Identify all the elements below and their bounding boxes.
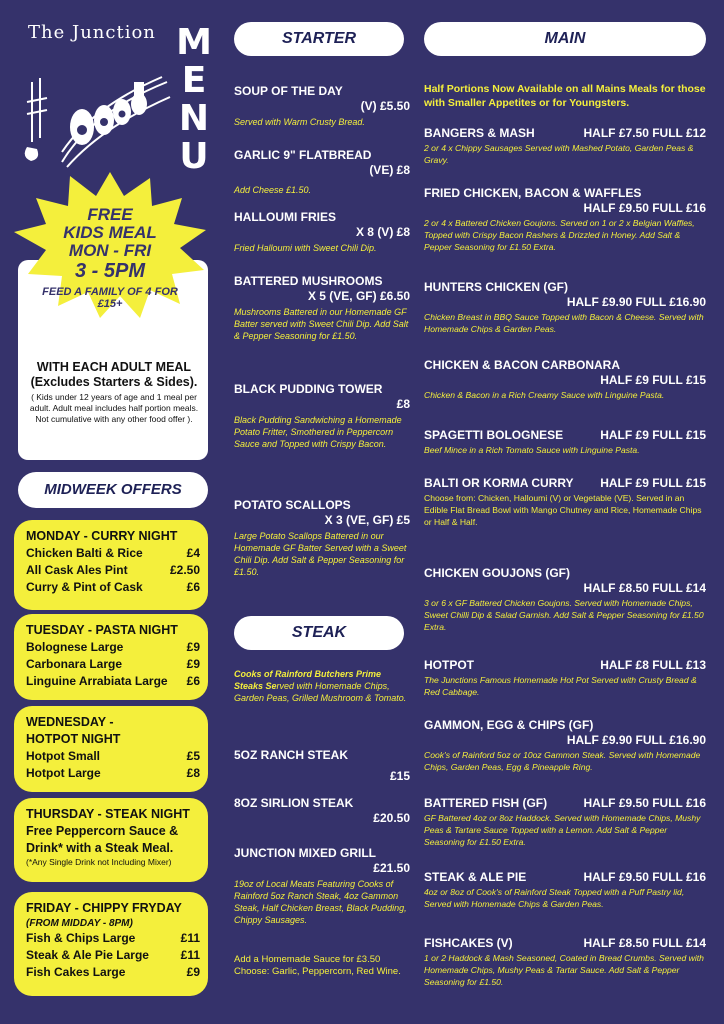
item-name: FISHCAKES (V) bbox=[424, 936, 513, 950]
steak-intro bbox=[234, 668, 410, 704]
thursday-note: (*Any Single Drink not Including Mixer) bbox=[26, 857, 172, 867]
menu-item bbox=[424, 566, 706, 633]
item-price: HALF £9.90 FULL £16.90 bbox=[566, 733, 706, 747]
item-description: Served with Warm Crusty Bread. bbox=[234, 117, 365, 127]
menu-item bbox=[424, 280, 706, 335]
item-price: HALF £7.50 FULL £12 bbox=[583, 126, 706, 140]
item-name: CHICKEN & BACON CARBONARA bbox=[424, 358, 620, 372]
offer-row: Fish Cakes Large £9 bbox=[26, 965, 200, 979]
item-name: POTATO SCALLOPS bbox=[234, 498, 351, 512]
thursday-line2: Drink* with a Steak Meal. bbox=[26, 841, 174, 855]
item-description: 2 or 4 x Chippy Sausages Served with Mashed Potato, Garden Peas & Gravy. bbox=[424, 143, 694, 165]
item-name: 5OZ RANCH STEAK bbox=[234, 748, 349, 762]
item-price: HALF £9.50 FULL £16 bbox=[583, 796, 706, 810]
menu-item bbox=[424, 358, 706, 401]
offer-row: Carbonara Large £9 bbox=[26, 657, 200, 671]
item-description: 3 or 6 x GF Battered Chicken Goujons. Served with Homemade Chips, Sweet Chilli Dip & Salad Garnish. Add Salt & Pepper Seasoning for £1.50 Extra. bbox=[424, 598, 704, 632]
tuesday-title: TUESDAY - PASTA NIGHT bbox=[26, 623, 178, 637]
item-name: STEAK & ALE PIE bbox=[424, 870, 527, 884]
item-name: FRIED CHICKEN, BACON & WAFFLES bbox=[424, 186, 642, 200]
kids-terms bbox=[24, 360, 204, 425]
offer-row: Hotpot Large £8 bbox=[26, 766, 200, 780]
menu-item bbox=[424, 870, 706, 910]
item-name: SPAGETTI BOLOGNESE bbox=[424, 428, 564, 442]
menu-item bbox=[424, 186, 706, 253]
item-description: Fried Halloumi with Sweet Chili Dip. bbox=[234, 243, 377, 253]
item-description: Large Potato Scallops Battered in our Homemade GF Batter Served with a Sweet Chili Dip. Add Salt & Pepper Seasoning for £1.50. bbox=[234, 531, 407, 577]
item-name: BATTERED FISH (GF) bbox=[424, 796, 548, 810]
wednesday-subtitle: HOTPOT NIGHT bbox=[26, 732, 121, 746]
item-price: £20.50 bbox=[373, 811, 410, 825]
kids-offer-text bbox=[30, 206, 190, 310]
menu-item bbox=[234, 382, 410, 450]
item-name: HUNTERS CHICKEN (GF) bbox=[424, 280, 568, 294]
offer-row: Curry & Pint of Cask £6 bbox=[26, 580, 200, 594]
main-heading: MAIN bbox=[424, 22, 706, 56]
item-price: X 5 (VE, GF) £6.50 bbox=[307, 289, 410, 303]
kids-days: MON - FRI bbox=[68, 241, 152, 260]
item-price: HALF £9.90 FULL £16.90 bbox=[566, 295, 706, 309]
monday-title: MONDAY - CURRY NIGHT bbox=[26, 529, 178, 543]
kids-small-print: ( Kids under 12 years of age and 1 meal per adult. Adult meal includes half portion meals. Not cumulative with any other food offer ). bbox=[29, 392, 199, 424]
menu-item bbox=[234, 274, 410, 342]
menu-item bbox=[234, 84, 410, 128]
offer-row: Bolognese Large £9 bbox=[26, 640, 200, 654]
item-name: CHICKEN GOUJONS (GF) bbox=[424, 566, 571, 580]
item-name: BALTI OR KORMA CURRY bbox=[424, 476, 574, 490]
friday-offer bbox=[14, 892, 208, 996]
item-name: HOTPOT bbox=[424, 658, 474, 672]
thursday-line1: Free Peppercorn Sauce & bbox=[26, 824, 179, 838]
menu-item bbox=[424, 476, 706, 528]
item-name: BLACK PUDDING TOWER bbox=[234, 382, 383, 396]
kids-free: FREE bbox=[87, 205, 133, 224]
offer-row: Linguine Arrabiata Large £6 bbox=[26, 674, 200, 688]
item-price: HALF £9 FULL £15 bbox=[600, 428, 706, 442]
item-price: HALF £8.50 FULL £14 bbox=[583, 581, 706, 595]
item-description: Black Pudding Sandwiching a Homemade Potato Fritter, Smothered in Peppercorn Sauce and Topped with Crispy Bacon. bbox=[234, 415, 402, 449]
midweek-offers-heading: MIDWEEK OFFERS bbox=[18, 472, 208, 508]
sauce-text: Add a Homemade Sauce for £3.50 Choose: Garlic, Peppercorn, Red Wine. bbox=[234, 954, 401, 977]
kids-family: FEED A FAMILY OF 4 FOR £15+ bbox=[42, 286, 178, 310]
menu-item bbox=[424, 658, 706, 698]
steak-intro-rest: rved with Homemade Chips, Garden Peas, Grilled Mushroom & Tomato. bbox=[234, 681, 407, 703]
item-description: Beef Mince in a Rich Tomato Sauce with Linguine Pasta. bbox=[424, 445, 640, 455]
menu-title bbox=[176, 24, 212, 176]
item-price: (VE) £8 bbox=[369, 163, 410, 177]
menu-item bbox=[234, 796, 410, 826]
sauce-note bbox=[234, 952, 410, 978]
item-name: JUNCTION MIXED GRILL bbox=[234, 846, 377, 860]
kids-condition: WITH EACH ADULT MEAL (Excludes Starters & Sides). bbox=[30, 360, 198, 389]
menu-letter: N bbox=[178, 98, 210, 139]
item-price: £8 bbox=[396, 397, 410, 411]
item-name: GARLIC 9" FLATBREAD bbox=[234, 148, 372, 162]
wednesday-offer bbox=[14, 706, 208, 792]
menu-letter: M bbox=[176, 22, 212, 63]
wednesday-title: WEDNESDAY - bbox=[26, 715, 114, 729]
thursday-title: THURSDAY - STEAK NIGHT bbox=[26, 807, 190, 821]
offer-row: Hotpot Small £5 bbox=[26, 749, 200, 763]
item-price: (V) £5.50 bbox=[360, 99, 410, 113]
item-description: 19oz of Local Meats Featuring Cooks of Rainford 5oz Ranch Steak, 4oz Gammon Steak, Half Chicken Breast, Black Pudding, Chippy Sausages. bbox=[234, 879, 407, 925]
item-description: Chicken & Bacon in a Rich Creamy Sauce with Linguine Pasta. bbox=[424, 390, 665, 400]
menu-item bbox=[234, 498, 410, 578]
menu-item bbox=[424, 796, 706, 848]
menu-letter: E bbox=[181, 60, 207, 101]
item-price: X 3 (VE, GF) £5 bbox=[324, 513, 410, 527]
main-intro-text: Half Portions Now Available on all Mains Meals for those with Smaller Appetites or for Youngsters. bbox=[424, 83, 706, 109]
steak-heading: STEAK bbox=[234, 616, 404, 650]
menu-item bbox=[234, 846, 410, 926]
monday-offer bbox=[14, 520, 208, 610]
menu-item bbox=[424, 936, 706, 988]
item-name: SOUP OF THE DAY bbox=[234, 84, 343, 98]
brand-name: The Junction bbox=[28, 22, 156, 43]
item-price: HALF £9.50 FULL £16 bbox=[583, 201, 706, 215]
tuesday-offer bbox=[14, 614, 208, 700]
starter-heading: STARTER bbox=[234, 22, 404, 56]
item-price: £21.50 bbox=[373, 861, 410, 875]
item-description: GF Battered 4oz or 8oz Haddock. Served with Homemade Chips, Mushy Peas & Tartare Sauce Topped with a Lemon. Add Salt & Pepper Seasoning for £1.50 Extra. bbox=[424, 813, 701, 847]
item-name: BANGERS & MASH bbox=[424, 126, 535, 140]
item-price: HALF £9.50 FULL £16 bbox=[583, 870, 706, 884]
item-price: X 8 (V) £8 bbox=[355, 225, 410, 239]
menu-item bbox=[234, 748, 410, 784]
item-description: Choose from: Chicken, Halloumi (V) or Vegetable (VE). Served in an Edible Flat Bread Bowl with Mango Chutney and Rice, Homemade Chips or Half & Half. bbox=[424, 493, 702, 527]
menu-item bbox=[234, 210, 410, 254]
menu-item bbox=[424, 126, 706, 166]
menu-item bbox=[424, 428, 706, 456]
friday-hours: (FROM MIDDAY - 8PM) bbox=[26, 918, 133, 929]
menu-letter: U bbox=[179, 136, 209, 177]
friday-title: FRIDAY - CHIPPY FRYDAY bbox=[26, 901, 182, 915]
music-train-logo bbox=[22, 72, 172, 172]
offer-row: Fish & Chips Large £11 bbox=[26, 931, 200, 945]
item-price: £15 bbox=[389, 769, 410, 783]
offer-row: Steak & Ale Pie Large £11 bbox=[26, 948, 200, 962]
item-description: Add Cheese £1.50. bbox=[234, 185, 312, 195]
item-description: Chicken Breast in BBQ Sauce Topped with Bacon & Cheese. Served with Homemade Chips & Garden Peas. bbox=[424, 312, 704, 334]
item-description: 2 or 4 x Battered Chicken Goujons. Served on 1 or 2 x Belgian Waffles, Topped with Crispy Bacon Rashers & Drizzled in Honey. Add Salt & Pepper Seasoning for £1.50 Extra. bbox=[424, 218, 695, 252]
item-description: Mushrooms Battered in our Homemade GF Batter served with Sweet Chili Dip. Add Salt & Pepper Seasoning for £1.50. bbox=[234, 307, 409, 341]
item-description: Cook's of Rainford 5oz or 10oz Gammon Steak. Served with Homemade Chips, Garden Peas, Egg & Pineapple Ring. bbox=[424, 750, 701, 772]
kids-meal: KIDS MEAL bbox=[63, 223, 157, 242]
thursday-offer bbox=[14, 798, 208, 882]
menu-item bbox=[234, 148, 410, 196]
kids-time: 3 - 5PM bbox=[74, 260, 146, 282]
item-price: HALF £8.50 FULL £14 bbox=[583, 936, 706, 950]
item-price: HALF £8 FULL £13 bbox=[600, 658, 706, 672]
item-description: 1 or 2 Haddock & Mash Seasoned, Coated in Bread Crumbs. Served with Homemade Chips, Mushy Peas & Tartar Sauce. Add Salt & Pepper Seasoning for £1.50. bbox=[424, 953, 704, 987]
item-description: The Junctions Famous Homemade Hot Pot Served with Crusty Bread & Red Cabbage. bbox=[424, 675, 697, 697]
item-price: HALF £9 FULL £15 bbox=[600, 476, 706, 490]
item-name: BATTERED MUSHROOMS bbox=[234, 274, 383, 288]
steak-intro-bold: Cooks of Rainford Butchers Prime Steaks Se bbox=[234, 669, 382, 691]
item-description: 4oz or 8oz of Cook's of Rainford Steak Topped with a Puff Pastry lid, Served with Homemade Chips & Garden Peas. bbox=[424, 887, 685, 909]
offer-row: Chicken Balti & Rice £4 bbox=[26, 546, 200, 560]
item-name: GAMMON, EGG & CHIPS (GF) bbox=[424, 718, 594, 732]
main-intro bbox=[424, 82, 706, 110]
item-name: HALLOUMI FRIES bbox=[234, 210, 336, 224]
menu-item bbox=[424, 718, 706, 773]
item-price: HALF £9 FULL £15 bbox=[600, 373, 706, 387]
item-name: 8OZ SIRLION STEAK bbox=[234, 796, 354, 810]
offer-row: All Cask Ales Pint £2.50 bbox=[26, 563, 200, 577]
